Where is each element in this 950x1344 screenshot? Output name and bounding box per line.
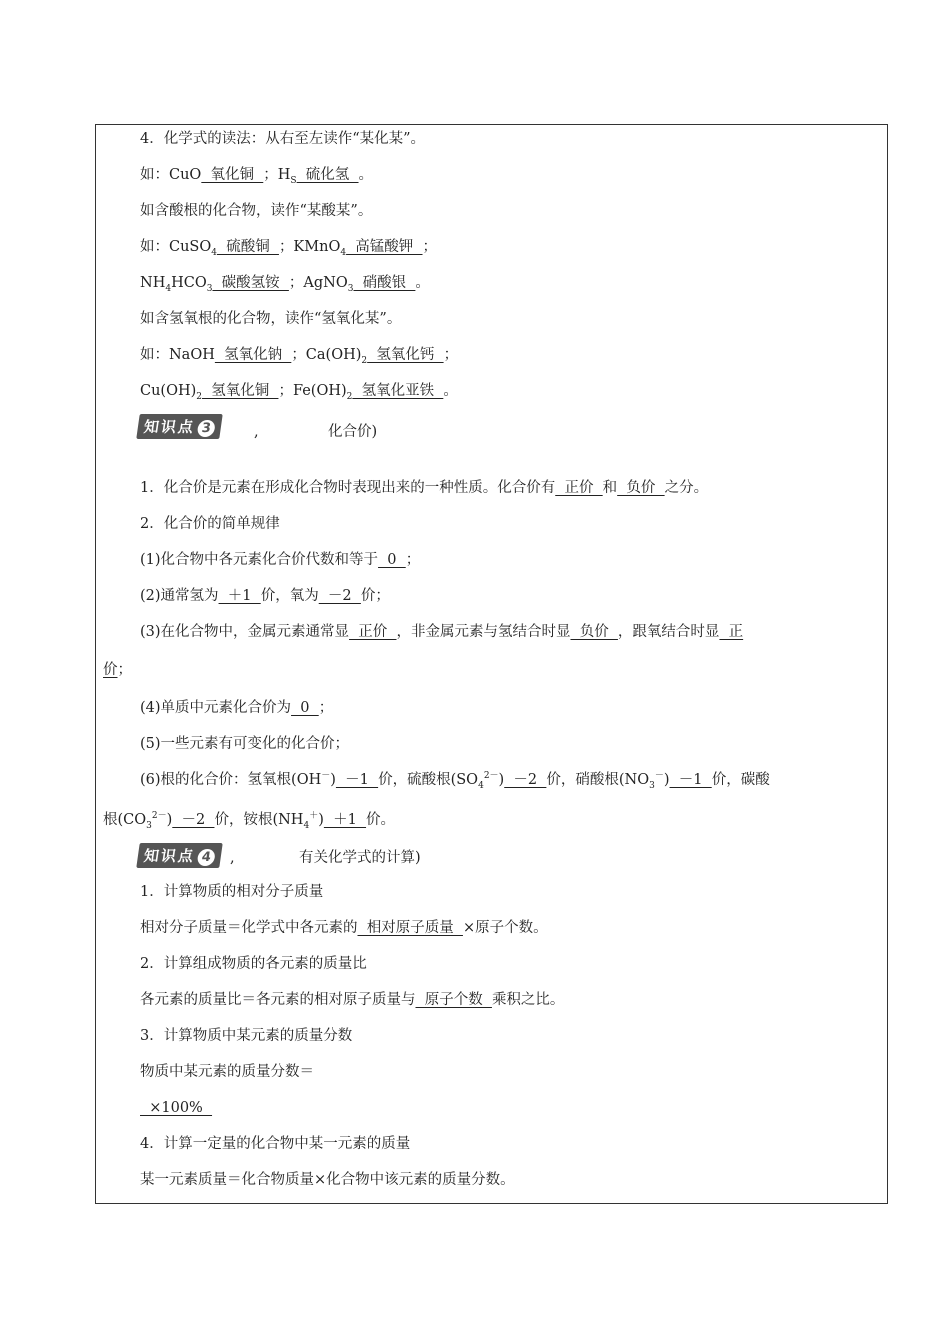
calc-heading-2: 2．计算组成物质的各元素的质量比 — [140, 956, 367, 972]
knowledge-point-3-badge: 知识点 3 — [136, 414, 223, 439]
valence-rule-3: (3)在化合物中，金属元素通常显 正价 ，非金属元素与氢结合时显 负价 ，跟氧结合时显 正 — [140, 624, 744, 640]
valence-rule-6: (6)根的化合价：氢氧根(OH－) －1 价，硫酸根$(SO_4^{2-}) -2$ 价，硝酸根$(NO_3^-) -1$ 价，碳酸 — [140, 771, 770, 791]
calc-heading-3: 3．计算物质中某元素的质量分数 — [140, 1028, 353, 1044]
valence-rule-3-continued: 价； — [103, 662, 132, 678]
valence-rule-2: (2)通常氢为 ＋1 价，氧为 －2 价； — [140, 588, 390, 604]
kp3-separator: , — [254, 424, 259, 440]
example-line-cuoh2-feoh2: $Cu(OH)_2$ 氢氧化铜 ；$Fe(OH)_2$ 氢氧化亚铁 。 — [140, 383, 458, 402]
kp4-title: 有关化学式的计算) — [299, 850, 421, 866]
calc-heading-4: 4．计算一定量的化合物中某一元素的质量 — [140, 1136, 411, 1152]
valence-rule-5: (5)一些元素有可变化的化合价； — [140, 736, 350, 752]
kp4-separator: , — [230, 850, 235, 866]
knowledge-point-4-badge: 知识点 4 — [136, 843, 223, 868]
example-line-cuo-h2s: 如：CuO 氧化铜 ；$H_S$ 硫化氢 。 — [140, 167, 374, 186]
valence-definition: 1．化合价是元素在形成化合物时表现出来的一种性质。化合价有 正价 和 负价 之分。 — [140, 480, 709, 496]
calc-formula-1: 相对分子质量＝化学式中各元素的 相对原子质量 ×原子个数。 — [140, 920, 548, 936]
hydroxide-rule: 如含氢氧根的化合物，读作“氢氧化某”。 — [140, 311, 402, 327]
valence-rule-6-continued: 根$(CO_3^{2-}) -2$ 价，铵根$(NH_4^+) +1$ 价。 — [103, 811, 396, 831]
kp3-title: 化合价) — [328, 424, 378, 440]
valence-rule-4: (4)单质中元素化合价为 0 ； — [140, 700, 334, 716]
calc-formula-3-blank: ×100% — [140, 1100, 213, 1116]
example-line-naoh-caoh2: 如：NaOH 氢氧化钠 ；$Ca(OH)_2$ 氢氧化钙 ； — [140, 347, 459, 366]
acid-radical-rule: 如含酸根的化合物，读作“某酸某”。 — [140, 203, 373, 219]
formula-reading-heading: 4．化学式的读法：从右至左读作“某化某”。 — [140, 131, 426, 147]
calc-heading-1: 1．计算物质的相对分子质量 — [140, 884, 324, 900]
example-line-nh4hco3-agno3: $NH_4HCO_3$ 碳酸氢铵 ；AgNO$_3$ 硝酸银 。 — [140, 275, 430, 294]
calc-formula-2: 各元素的质量比＝各元素的相对原子质量与 原子个数 乘积之比。 — [140, 992, 565, 1008]
calc-formula-3: 物质中某元素的质量分数＝ — [140, 1064, 314, 1080]
valence-rule-1: (1)化合物中各元素化合价代数和等于 0 ； — [140, 552, 421, 568]
valence-rules-heading: 2．化合价的简单规律 — [140, 516, 280, 532]
example-line-cuso4-kmno4: 如：CuSO$_4$ 硫酸铜 ；KMnO$_4$ 高锰酸钾 ； — [140, 239, 438, 258]
calc-formula-4: 某一元素质量＝化合物质量×化合物中该元素的质量分数。 — [140, 1172, 515, 1188]
